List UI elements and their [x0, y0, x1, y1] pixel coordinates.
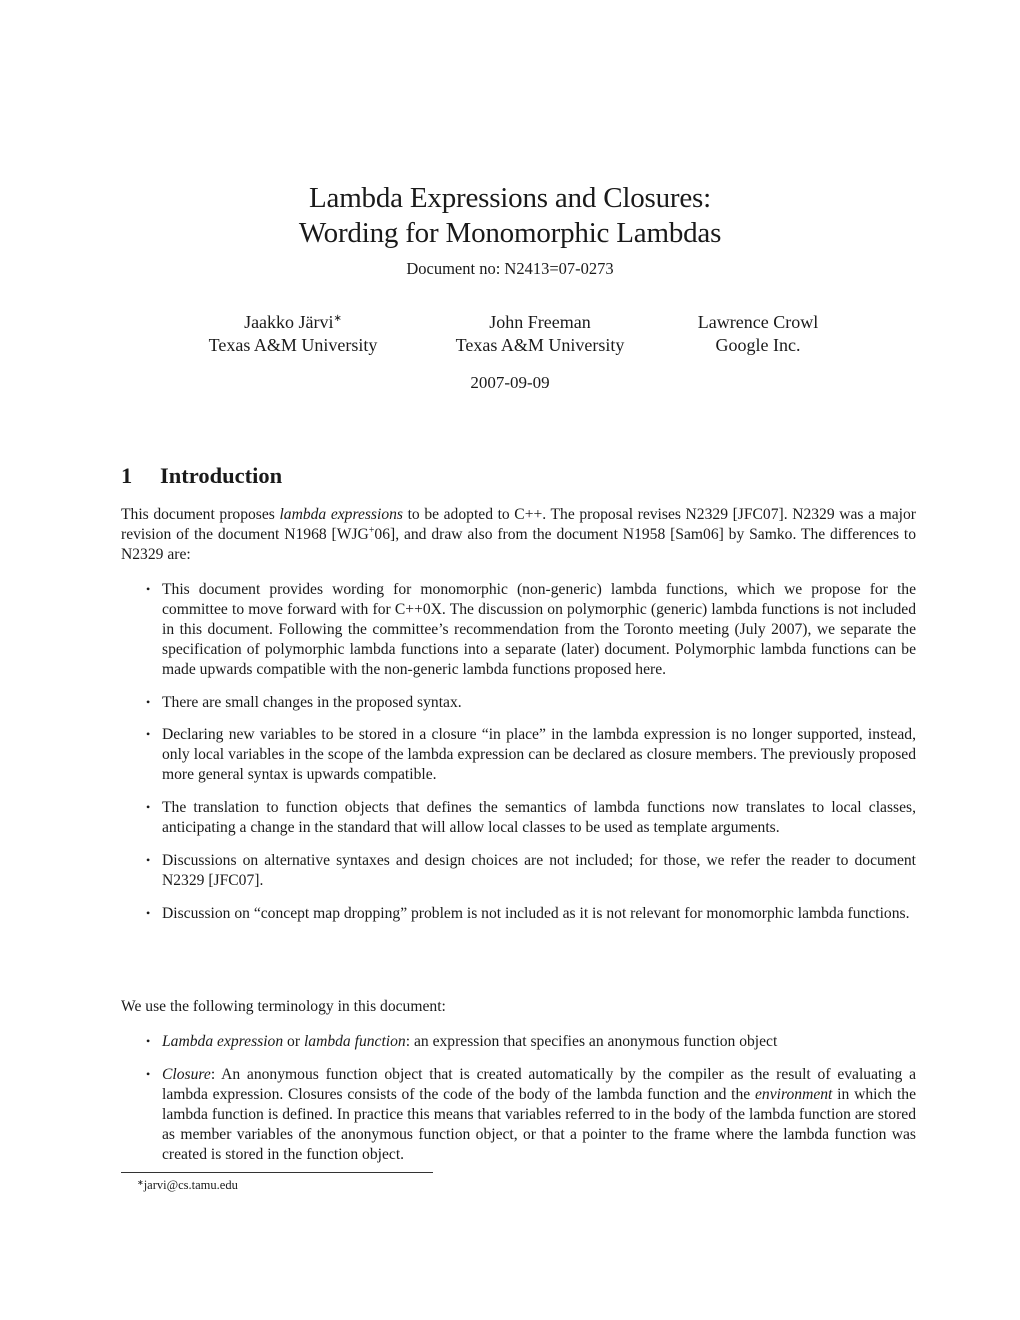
list-item: • The translation to function objects that defines the semantics of lambda functions now translates to local classes, anticipating a change in the standard that will allow local classes to be used as template arguments.	[146, 799, 916, 837]
author-block	[435, 311, 645, 357]
terminology-intro: We use the following terminology in this document:	[121, 998, 446, 1015]
differences-list	[121, 580, 916, 924]
list-item: • Discussions on alternative syntaxes and design choices are not included; for those, we refer the reader to document N2329 [JFC07].	[146, 851, 916, 889]
bullet-icon: •	[146, 1034, 151, 1048]
title-line-2: Wording for Monomorphic Lambdas	[298, 217, 722, 249]
footnote-mark: ∗	[137, 1178, 144, 1187]
author-block	[672, 311, 844, 357]
section-number: 1	[121, 463, 133, 488]
bullet-icon: •	[146, 582, 151, 596]
list-item: • Closure: An anonymous function object that is created automatically by the compiler as the result of evaluating a lambda expression. Closures consists of the code of the body of the lambda function and the environment in which the lambda function is defined. In practice this means that variables referred to in the body of the lambda function are stored as member variables of the anonymous function object, or that a pointer to the frame where the lambda function was created is stored in the function object.	[146, 1065, 916, 1163]
list-item: • Discussion on “concept map dropping” problem is not included as it is not relevant for monomorphic lambda functions.	[146, 904, 910, 922]
title-line-1: Lambda Expressions and Closures:	[309, 182, 711, 214]
bullet-icon: •	[146, 852, 151, 867]
author-affiliation: Texas A&M University	[455, 335, 625, 355]
footnote-divider	[121, 1172, 433, 1173]
intro-paragraph: This document proposes lambda expressions to be adopted to C++. The proposal revises N2329 [JFC07]. N2329 was a major revision of the document N1968 [WJG+06], and draw also from the document N1958 [Sam06] by Samko. The differences to N2329 are:	[121, 506, 917, 563]
title-block	[0, 181, 1020, 279]
bullet-icon: •	[146, 727, 151, 742]
author-affiliation: Texas A&M University	[208, 335, 378, 355]
section-title: Introduction	[160, 463, 283, 488]
footnote	[137, 1177, 238, 1193]
publication-date: 2007-09-09	[470, 373, 550, 392]
bullet-icon: •	[146, 800, 151, 815]
footnote-mark: ∗	[333, 313, 342, 324]
list-item: • Lambda expression or lambda function: an expression that specifies an anonymous function object	[146, 1033, 778, 1050]
list-item: • This document provides wording for monomorphic (non-generic) lambda functions, which we propose for the committee to move forward with for C++0X. The discussion on polymorphic (generic) lambda functions is not included in this document. Following the committee’s recommendation from the Toronto meeting (July 2007), we separate the specification of polymorphic lambda functions into a separate (later) document. Polymorphic lambda functions can be made upwards compatible with the non-generic lambda functions proposed here.	[146, 581, 916, 678]
bullet-icon: •	[146, 905, 151, 920]
bullet-icon: •	[146, 1066, 151, 1081]
author-name: Jaakko Järvi∗	[244, 312, 342, 332]
author-name: John Freeman	[489, 312, 591, 332]
author-list	[0, 311, 1020, 359]
terminology-list	[121, 1032, 916, 1164]
list-item: • Declaring new variables to be stored in a closure “in place” in the lambda expression is no longer supported, instead, only local variables in the scope of the lambda expression can be declared as closure members. The previously proposed more general syntax is upwards compatible.	[146, 726, 916, 784]
section-heading	[121, 462, 282, 490]
author-name: Lawrence Crowl	[697, 312, 819, 332]
list-item: • There are small changes in the proposed syntax.	[146, 693, 462, 711]
document-number: Document no: N2413=07-0273	[406, 259, 614, 278]
footnote-email: jarvi@cs.tamu.edu	[143, 1178, 238, 1192]
author-affiliation: Google Inc.	[715, 335, 801, 355]
author-block	[188, 311, 398, 357]
bullet-icon: •	[146, 694, 151, 709]
